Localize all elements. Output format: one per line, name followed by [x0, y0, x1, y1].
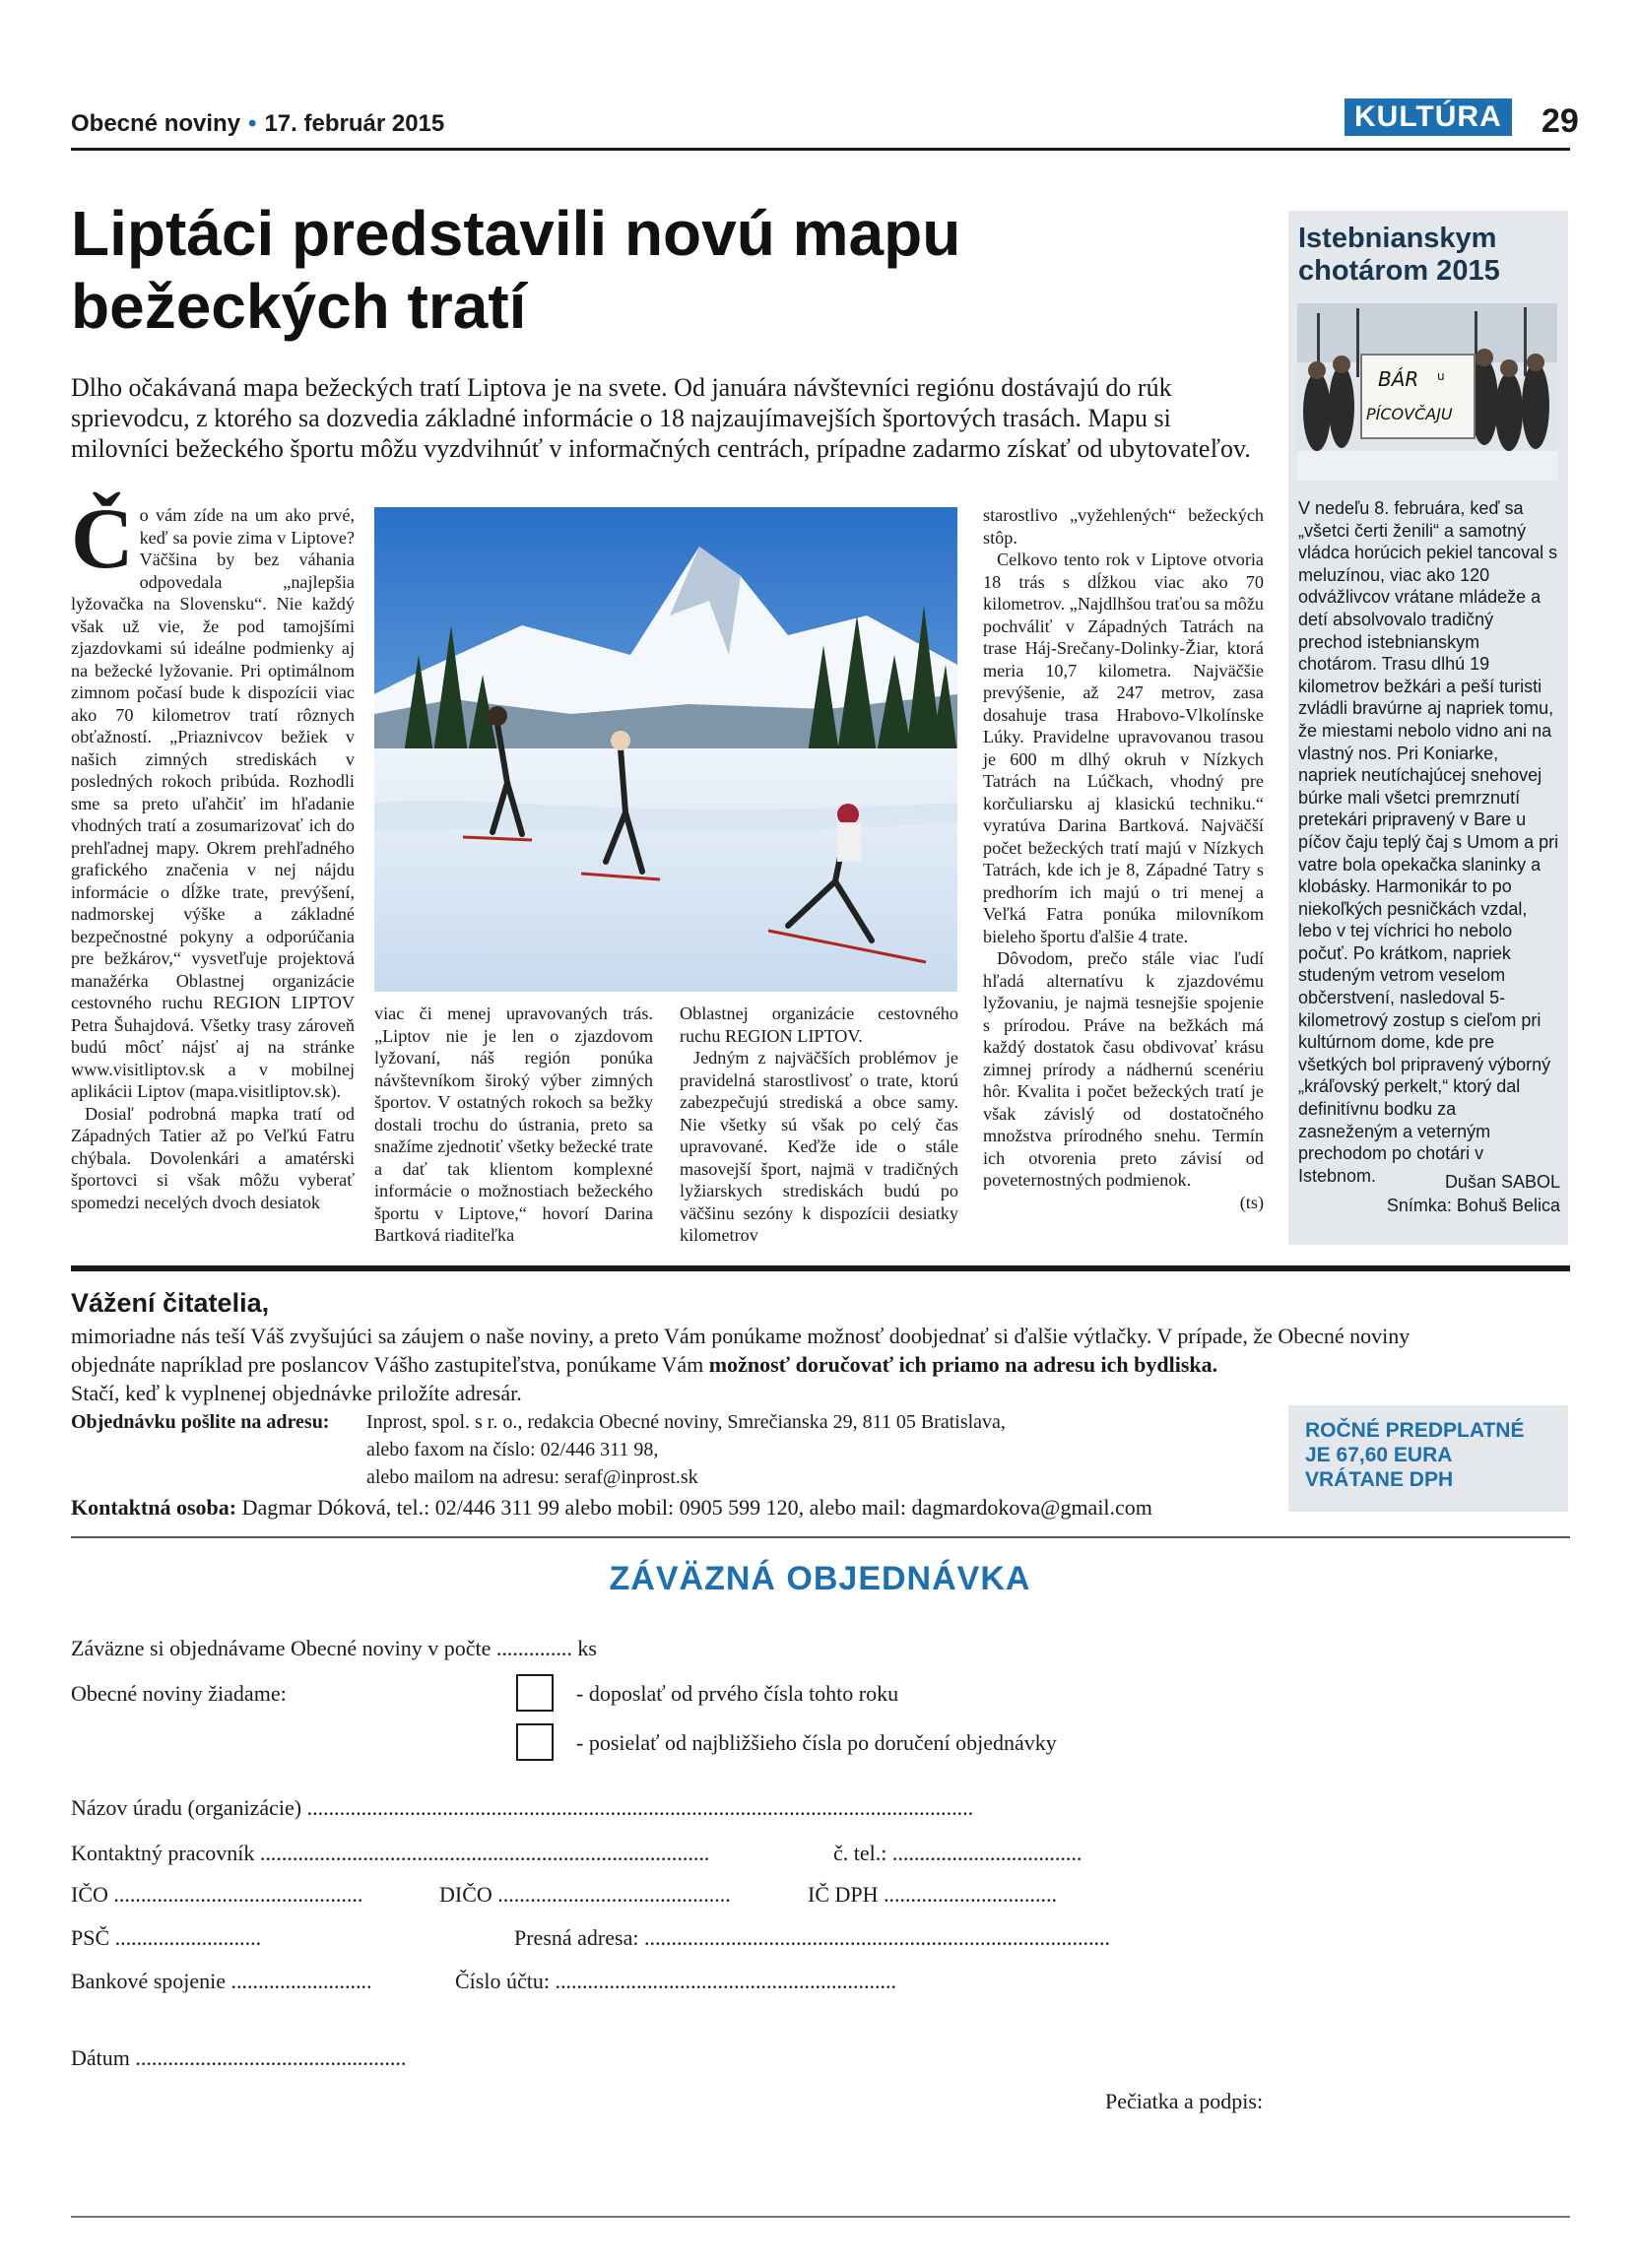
article-lead: Dlho očakávaná mapa bežeckých tratí Liptova je na svete. Od januára návštevníci regiónu dostávajú do rúk sprievodcu, z ktorého sa dozvedia základné informácie o 18 najzaujímavejších športových trasách. Mapu si milovníci bežeckého športu môžu vyzdvihnúť v informačných centrách, prípadne zadarmo získať od ubytovateľov. [71, 373, 1251, 463]
article-photo [374, 507, 957, 992]
paragraph: Oblastnej organizácie cestovného ruchu REGION LIPTOV. [680, 1004, 958, 1046]
sidebar-text: V nedeľu 8. februára, keď sa „všetci čerti ženili“ a samotný vládca horúcich pekiel tancoval s meluzínou, viac ako 120 odvážlivcov vrátane mládeže a detí absolvovalo tradičný prechod istebnianskym chotárom. Trasu dlhú 19 kilometrov bežkári a peší turisti zvládli bravúrne aj napriek tomu, že miestami nebolo vidno ani na vlastný nos. Pri Koniarke, napriek neutíchajúcej snehovej búrke mali všetci premrznutí pretekári pripravený v Bare u píčov čaju teplý čaj s Umom a pri vatre bola opekačka slaninky a klobásky. Harmonikár to po niekoľkých pesničkách vzdal, lebo v tej víchrici ho nebolo počuť. Po krátkom, napriek studeným vetrom veselom občerstvení, nasledoval 5-kilometrový zostup s cieľom pri kultúrnom dome, kde pre všetkých bol pripravený výborný „kráľovský perkelt,“ ktorý dal definitívnu bodku za zasneženým a veterným prechodom po chotári v Istebnom. [1298, 498, 1559, 1186]
paragraph: Jedným z najväčších problémov je pravidelná starostlivosť o trate, ktorú zabezpečujú strediská a obce samy. Nie všetky sú však po celý čas upravované. Keďže ide o stále masovejší šport, najmä v tradičných lyžiarskych strediskách budú po väčšinu sezóny k dispozícii desiatky kilometrov [680, 1048, 958, 1245]
option-2-label: - posielať od najbližšieho čísla po doručení objednávky [576, 1730, 1057, 1755]
field-bank[interactable]: Bankové spojenie .......................... [71, 1969, 372, 1993]
section-tag: KULTÚRA [1345, 98, 1512, 136]
order-address [366, 1408, 1253, 1491]
form-divider [71, 1536, 1570, 1538]
section-divider [71, 1265, 1570, 1271]
page-number: 29 [1542, 102, 1579, 140]
article-column-4 [983, 504, 1264, 1213]
price-line: ROČNÉ PREDPLATNÉ [1305, 1419, 1525, 1442]
subscription-highlight: možnosť doručovať ich priamo na adresu ich bydliska. [708, 1352, 1218, 1377]
price-line: JE 67,60 EURA [1305, 1444, 1453, 1466]
sidebar-title: Istebnianskym chotárom 2015 [1298, 223, 1500, 287]
photo-credit: Snímka: Bohuš Belica [1386, 1196, 1560, 1215]
field-contact-person[interactable]: Kontaktný pracovník ................................................................................... [71, 1841, 710, 1865]
article-column-3 [680, 1003, 958, 1247]
field-ico[interactable]: IČO .............................................. [71, 1882, 363, 1907]
contact-text: Dagmar Dóková, tel.: 02/446 311 99 alebo mobil: 0905 599 120, alebo mail: dagmardokova@gmail.com [241, 1495, 1152, 1520]
article-headline [71, 197, 1214, 343]
subscription-text: Stačí, keď k vyplnenej objednávke priložíte adresár. [71, 1381, 522, 1405]
subscription-title: Vážení čitatelia, [71, 1288, 270, 1318]
skiers-photo [374, 507, 957, 992]
price-text [1305, 1418, 1561, 1492]
sign-text: BÁR [1378, 367, 1419, 391]
sign-text: u [1437, 369, 1445, 383]
bullet-icon: • [248, 110, 257, 137]
field-ic-dph[interactable]: IČ DPH ................................ [808, 1882, 1058, 1907]
price-line: VRÁTANE DPH [1305, 1468, 1454, 1491]
form-count-line[interactable]: Záväzne si objednávame Obecné noviny v počte .............. ks [71, 1636, 597, 1660]
paragraph: starostlivo „vyžehlených“ bežeckých stôp. [983, 505, 1264, 548]
sign-text: PÍCOVČAJU [1366, 405, 1453, 423]
sidebar-credits [1298, 1170, 1560, 1217]
drop-cap: Č [71, 491, 134, 587]
subscription-body [71, 1322, 1460, 1407]
masthead [71, 110, 444, 138]
field-stamp-signature[interactable]: Pečiatka a podpis: [1105, 2089, 1264, 2113]
option-2-checkbox[interactable] [516, 1723, 554, 1761]
field-date[interactable]: Dátum .................................................. [71, 2045, 407, 2070]
article-signature: (ts) [1239, 1192, 1264, 1212]
bottom-rule [71, 2216, 1570, 2218]
paragraph: Dôvodom, prečo stále viac ľudí hľadá alternatívu k zjazdovému lyžovaniu, je najmä tesnejšie spojenie s prírodou. Práve na bežkách má každý dostatok času obdivovať krásu zimnej prírody a nádhernú scenériu hôr. Kvalita i počet bežeckých tratí je však závislý od dostatočného množstva prírodného snehu. Termín ich otvorenia preto závisí od poveternostných podmienok. [983, 948, 1264, 1190]
order-address-line: Inprost, spol. s r. o., redakcia Obecné noviny, Smrečianska 29, 811 05 Bratislava, [366, 1411, 1006, 1433]
order-address-line: alebo faxom na číslo: 02/446 311 98, [366, 1439, 659, 1460]
header-rule [71, 148, 1570, 151]
form-title: ZÁVÄZNÁ OBJEDNÁVKA [609, 1560, 1031, 1597]
article-column-1 [71, 491, 355, 1213]
contact-label: Kontaktná osoba: [71, 1495, 237, 1520]
field-address[interactable]: Presná adresa: ...................................................................................... [514, 1925, 1110, 1950]
order-address-line: alebo mailom na adresu: seraf@inprost.sk [366, 1466, 698, 1488]
sidebar-photo [1297, 303, 1557, 481]
field-account[interactable]: Číslo účtu: ............................................................... [455, 1969, 896, 1993]
field-dic[interactable]: DIČO ........................................... [439, 1882, 731, 1907]
option-1-label: - doposlať od prvého čísla tohto roku [576, 1681, 899, 1706]
paragraph: Celkovo tento rok v Liptove otvoria 18 trás s dĺžkou viac ako 70 kilometrov. „Najdlhšou traťou sa môžu pochváliť v Západných Tatrách na trase Háj-Srečany-Dolinky-Žiar, ktorá meria 10,7 kilometra. Najväčšie prevýšenie, až 247 metrov, zasa dosahuje trasa Hrabovo-Vlkolínske Lúky. Pravidelne upravovanou trasou je 600 m dlhý okruh v Nízkych Tatrách na Lúčkach, vhodný pre korčuliarsku aj klasickú techniku.“ vyratúva Darina Bartková. Najväčší počet bežeckých tratí majú v Nízkych Tatrách, kde ich je 8, Západné Tatry s predhorím ich majú o tri menej a Veľká Fatra ponúka milovníkom bieleho športu ďalšie 4 trate. [983, 550, 1264, 946]
order-address-label [71, 1408, 329, 1436]
order-label: Objednávku pošlite na adresu: [71, 1411, 330, 1433]
article-column-2 [374, 1003, 653, 1247]
paper-name: Obecné noviny [71, 110, 241, 137]
form-want-label: Obecné noviny žiadame: [71, 1681, 287, 1706]
paragraph: o vám zíde na um ako prvé, keď sa povie zima v Liptove? Väčšina by bez váhania odpovedala „najlepšia lyžovačka na Slovensku“. Nie každý však už vie, že pod tamojšími zjazdovkami sú ideálne podmienky aj na bežecké lyžovanie. Pri optimálnom zimnom počasí bude k dispozícii viac ako 70 kilometrov tratí rôznych obťažností. „Priaznivcov bežiek v našich zimných strediskách v posledných rokoch pribúda. Rozhodli sme sa preto uľahčiť im hľadanie vhodných tratí a zosumarizovať ich do prehľadnej mapy. Okrem prehľadného grafického značenia v nej nájdu informácie o dĺžke trate, prevýšení, nadmorskej výške a základné bezpečnostné pokyny a odporúčania pre bežkárov,“ vysvetľuje projektová manažérka Oblastnej organizácie cestovného ruchu REGION LIPTOV Petra Šuhajdová. Všetky trasy zároveň budú môcť nájsť aj na stránke www.visitliptov.sk a v mobilnej aplikácii Liptov (mapa.visitliptov.sk). [71, 505, 355, 1101]
field-psc[interactable]: PSČ ........................... [71, 1925, 262, 1950]
field-organization[interactable]: Názov úradu (organizácie) ........................................................................................................................... [71, 1795, 974, 1820]
sidebar-author: Dušan SABOL [1444, 1172, 1560, 1192]
field-phone[interactable]: č. tel.: ................................... [833, 1841, 1082, 1865]
issue-date: 17. február 2015 [264, 110, 445, 137]
option-1-checkbox[interactable] [516, 1674, 554, 1712]
headline-line-1: Liptáci predstavili novú mapu [71, 198, 961, 269]
paragraph: viac či menej upravovaných trás. „Liptov nie je len o zjazdovom lyžovaní, náš región ponúka návštevníkom široký výber zimných športov. V ostatných rokoch sa bežky dostali trochu do ústrania, preto sa snažíme zjednotiť všetky bežecké trate a dať tak klientom komplexné informácie o možnostiach bežeckého športu v Liptove,“ hovorí Darina Bartková riaditeľka [374, 1004, 653, 1245]
headline-line-2: bežeckých tratí [71, 271, 527, 342]
group-photo [1297, 303, 1557, 481]
contact-person [71, 1495, 1152, 1521]
subscription-text: mimoriadne nás teší Váš zvyšujúci sa záujem o naše noviny, a preto Vám ponúkame možnosť doobjednať si ďalšie výtlačky. V prípade, že Obecné noviny objednáte napríklad pre poslancov Vášho zastupiteľstva, ponúkame Vám [71, 1324, 1410, 1377]
paragraph: Dosiaľ podrobná mapka tratí od Západných Tatier až po Veľkú Fatru chýbala. Dovolenkári a amatérski športovci si však môžu vyberať spomedzi necelých dvoch desiatok [71, 1103, 355, 1212]
